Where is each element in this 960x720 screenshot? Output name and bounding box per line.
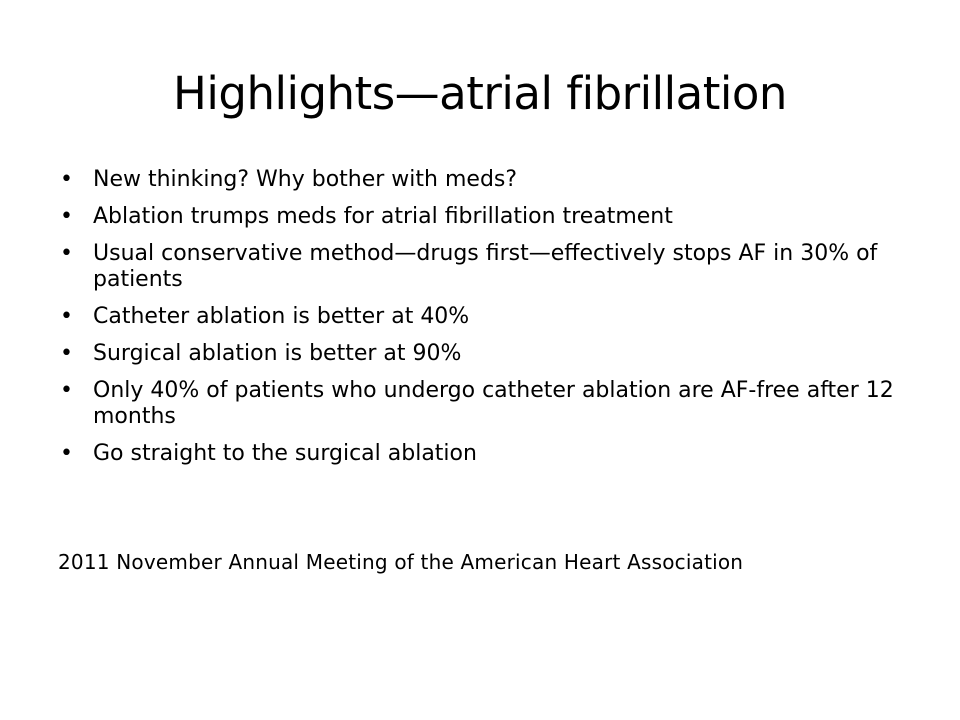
bullet-text: Surgical ablation is better at 90% <box>93 341 462 366</box>
bullet-item <box>58 241 898 293</box>
bullet-text: Ablation trumps meds for atrial fibrillation treatment <box>93 204 673 229</box>
bullet-dot-icon: • <box>60 378 73 403</box>
slide-title: Highlights—atrial fibrillation <box>173 67 787 120</box>
bullet-text: New thinking? Why bother with meds? <box>93 167 518 192</box>
bullet-item <box>58 378 898 430</box>
bullet-text: Usual conservative method—drugs first—effectively stops AF in 30% of patients <box>93 241 878 292</box>
bullet-item <box>58 167 898 193</box>
bullet-text: Only 40% of patients who undergo catheter ablation are AF-free after 12 months <box>93 378 894 429</box>
bullet-dot-icon: • <box>60 304 73 329</box>
bullet-text: Catheter ablation is better at 40% <box>93 304 470 329</box>
bullet-item <box>58 204 898 230</box>
bullet-item <box>58 304 898 330</box>
bullet-dot-icon: • <box>60 204 73 229</box>
bullet-dot-icon: • <box>60 441 73 466</box>
bullet-item <box>58 341 898 367</box>
bullet-text: Go straight to the surgical ablation <box>93 441 477 466</box>
bullet-dot-icon: • <box>60 341 73 366</box>
bullet-dot-icon: • <box>60 167 73 192</box>
bullet-list <box>58 167 898 478</box>
bullet-item <box>58 441 898 467</box>
bullet-dot-icon: • <box>60 241 73 266</box>
source-note: 2011 November Annual Meeting of the American Heart Association <box>58 550 744 574</box>
